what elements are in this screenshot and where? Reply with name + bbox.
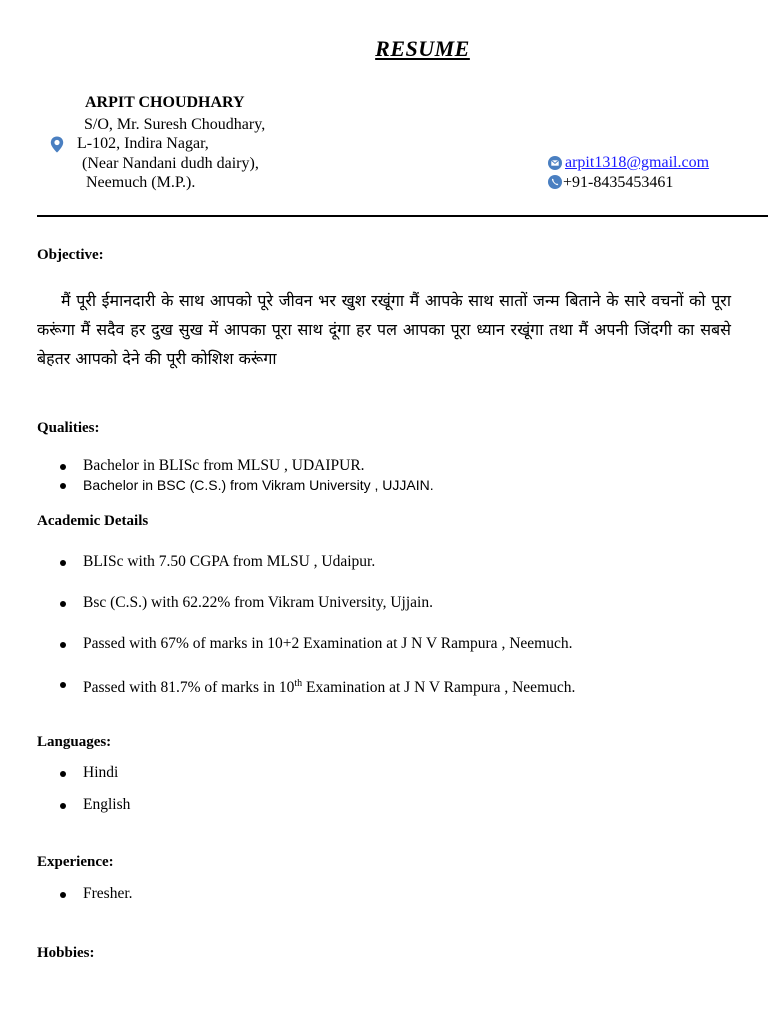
qualities-heading: Qualities:	[37, 420, 100, 436]
hobbies-heading: Hobbies:	[37, 945, 95, 961]
ordinal-suffix: th	[294, 678, 303, 689]
objective-text: मैं पूरी ईमानदारी के साथ आपको पूरे जीवन भर खुश रखूंगा मैं आपके साथ सातों जन्म बिताने के सारे वचनों को पूरा करूंगा मैं सदैव हर दुख सुख में आपका पूरा साथ दूंगा हर पल आपका पूरा ध्यान रखूंगा तथा मैं अपनी जिंदगी का सबसे बेहतर आपको देने की पूरी कोशिश करूंगा	[37, 291, 731, 368]
languages-list	[60, 763, 130, 815]
address-line-3: (Near Nandani dudh dairy),	[82, 155, 259, 172]
experience-list	[60, 884, 133, 904]
phone-icon	[548, 175, 562, 194]
list-item: Bachelor in BSC (C.S.) from Vikram University , UJJAIN.	[60, 475, 434, 496]
address-line-4: Neemuch (M.P.).	[86, 174, 196, 191]
list-item: Fresher.	[60, 884, 133, 904]
qualities-list	[60, 456, 434, 496]
academic-heading: Academic Details	[37, 513, 149, 529]
list-item: Passed with 67% of marks in 10+2 Examination at J N V Rampura , Neemuch.	[60, 634, 575, 674]
item-text: Examination at J N V Rampura , Neemuch.	[302, 679, 576, 697]
applicant-name: ARPIT CHOUDHARY	[85, 94, 245, 111]
objective-heading: Objective:	[37, 247, 104, 263]
address-line-1: S/O, Mr. Suresh Choudhary,	[84, 116, 266, 133]
list-item: BLISc with 7.50 CGPA from MLSU , Udaipur.	[60, 552, 575, 593]
list-item: English	[60, 795, 130, 815]
item-text: Passed with 81.7% of marks in 10	[83, 679, 295, 697]
address-line-2: L-102, Indira Nagar,	[77, 135, 209, 152]
list-item	[60, 674, 575, 698]
languages-heading: Languages:	[37, 734, 112, 750]
list-item: Hindi	[60, 763, 130, 795]
page-title: RESUME	[375, 36, 470, 61]
location-pin-icon	[50, 136, 64, 158]
email-icon	[548, 156, 562, 175]
experience-heading: Experience:	[37, 854, 114, 870]
header-divider	[37, 215, 768, 217]
list-item: Bsc (C.S.) with 62.22% from Vikram University, Ujjain.	[60, 593, 575, 634]
academic-list	[60, 552, 575, 698]
phone-number: +91-8435453461	[563, 174, 674, 191]
list-item: Bachelor in BLISc from MLSU , UDAIPUR.	[60, 456, 434, 475]
email-link[interactable]: arpit1318@gmail.com	[565, 154, 710, 171]
